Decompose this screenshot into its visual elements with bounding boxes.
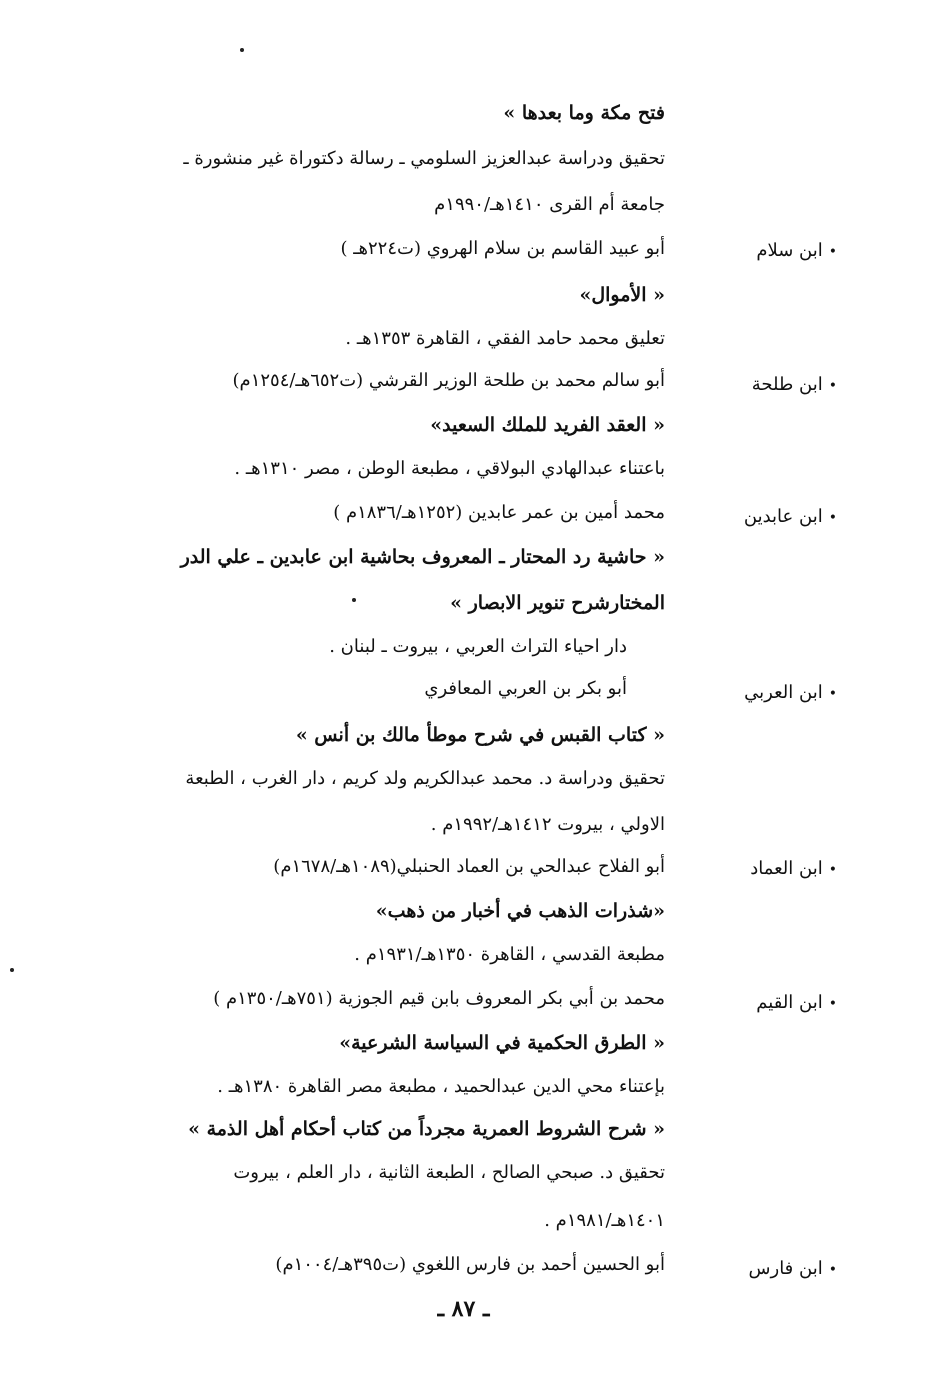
citation-line: جامعة أم القرى ١٤١٠هـ/١٩٩٠م [434, 194, 665, 215]
author-full-name: أبو الفلاح عبدالحي بن العماد الحنبلي(١٠٨٩هـ/١٦٧٨م) [273, 856, 665, 877]
author-entry [677, 1252, 837, 1288]
citation-line: تحقيق ودراسة عبدالعزيز السلومي ـ رسالة دكتوراة غير منشورة ـ [183, 148, 665, 169]
author-entry [677, 500, 837, 536]
author-short-name: ابن سلام [756, 240, 823, 261]
citation-line: تعليق محمد حامد الفقي ، القاهرة ١٣٥٣هـ . [345, 328, 665, 349]
book-title: « الأموال» [579, 284, 665, 306]
scan-speck [352, 598, 356, 602]
author-full-name: أبو سالم محمد بن طلحة الوزير القرشي (ت٦٥٢هـ/١٢٥٤م) [232, 370, 665, 391]
author-full-name: أبو الحسين أحمد بن فارس اللغوي (ت٣٩٥هـ/١٠٠٤م) [275, 1254, 665, 1275]
book-title: «شذرات الذهب في أخبار من ذهب» [375, 900, 665, 922]
book-title: « حاشية رد المحتار ـ المعروف بحاشية ابن عابدين ـ علي الدر [180, 546, 665, 568]
bullet-icon: • [828, 244, 837, 260]
bullet-icon: • [828, 862, 837, 878]
citation-line: باعتناء عبدالهادي البولاقي ، مطبعة الوطن ، مصر ١٣١٠هـ . [234, 458, 665, 479]
author-short-name: ابن طلحة [751, 374, 823, 395]
author-full-name: محمد أمين بن عمر عابدين (١٢٥٢هـ/١٨٣٦م ) [333, 502, 665, 523]
scan-speck [240, 48, 244, 52]
author-entry [677, 986, 837, 1022]
bullet-icon: • [828, 686, 837, 702]
citation-line: تحقيق ودراسة د. محمد عبدالكريم ولد كريم ، دار الغرب ، الطبعة [185, 768, 665, 789]
author-full-name: محمد بن أبي بكر المعروف بابن قيم الجوزية (٧٥١هـ/١٣٥٠م ) [213, 988, 665, 1009]
citation-line: دار احياء التراث العربي ، بيروت ـ لبنان . [329, 636, 627, 657]
bullet-icon: • [828, 378, 837, 394]
citation-line: بإعتناء محي الدين عبدالحميد ، مطبعة مصر القاهرة ١٣٨٠هـ . [217, 1076, 665, 1097]
author-short-name: ابن العربي [744, 682, 823, 703]
book-title: فتح مكة وما بعدها » [503, 102, 665, 124]
scan-speck [10, 968, 14, 972]
author-short-name: ابن القيم [756, 992, 823, 1013]
book-title: « شرح الشروط العمرية مجرداً من كتاب أحكام أهل الذمة » [188, 1118, 665, 1140]
citation-line: الاولي ، بيروت ١٤١٢هـ/١٩٩٢م . [430, 814, 665, 835]
author-entry [677, 852, 837, 888]
book-title: المختارشرح تنوير الابصار » [450, 592, 665, 614]
book-title: « كتاب القبس في شرح موطأ مالك بن أنس » [295, 724, 665, 746]
citation-line: مطبعة القدسي ، القاهرة ١٣٥٠هـ/١٩٣١م . [354, 944, 665, 965]
book-title: « الطرق الحكمية في السياسة الشرعية» [339, 1032, 665, 1054]
book-title: « العقد الفريد للملك السعيد» [430, 414, 665, 436]
author-short-name: ابن عابدين [743, 506, 823, 527]
author-entry [677, 676, 837, 712]
author-short-name: ابن فارس [748, 1258, 823, 1279]
citation-line: ١٤٠١هـ/١٩٨١م . [544, 1210, 665, 1231]
author-short-name: ابن العماد [750, 858, 823, 879]
bullet-icon: • [828, 996, 837, 1012]
page-number: ـ ٨٧ ـ [437, 1296, 490, 1322]
author-entry [677, 368, 837, 404]
author-entry [677, 234, 837, 270]
citation-line: تحقيق د. صبحي الصالح ، الطبعة الثانية ، دار العلم ، بيروت [233, 1162, 665, 1183]
author-full-name: أبو عبيد القاسم بن سلام الهروي (ت٢٢٤هـ ) [340, 238, 665, 259]
bullet-icon: • [828, 510, 837, 526]
author-full-name: أبو بكر بن العربي المعافري [424, 678, 627, 699]
bullet-icon: • [828, 1262, 837, 1278]
